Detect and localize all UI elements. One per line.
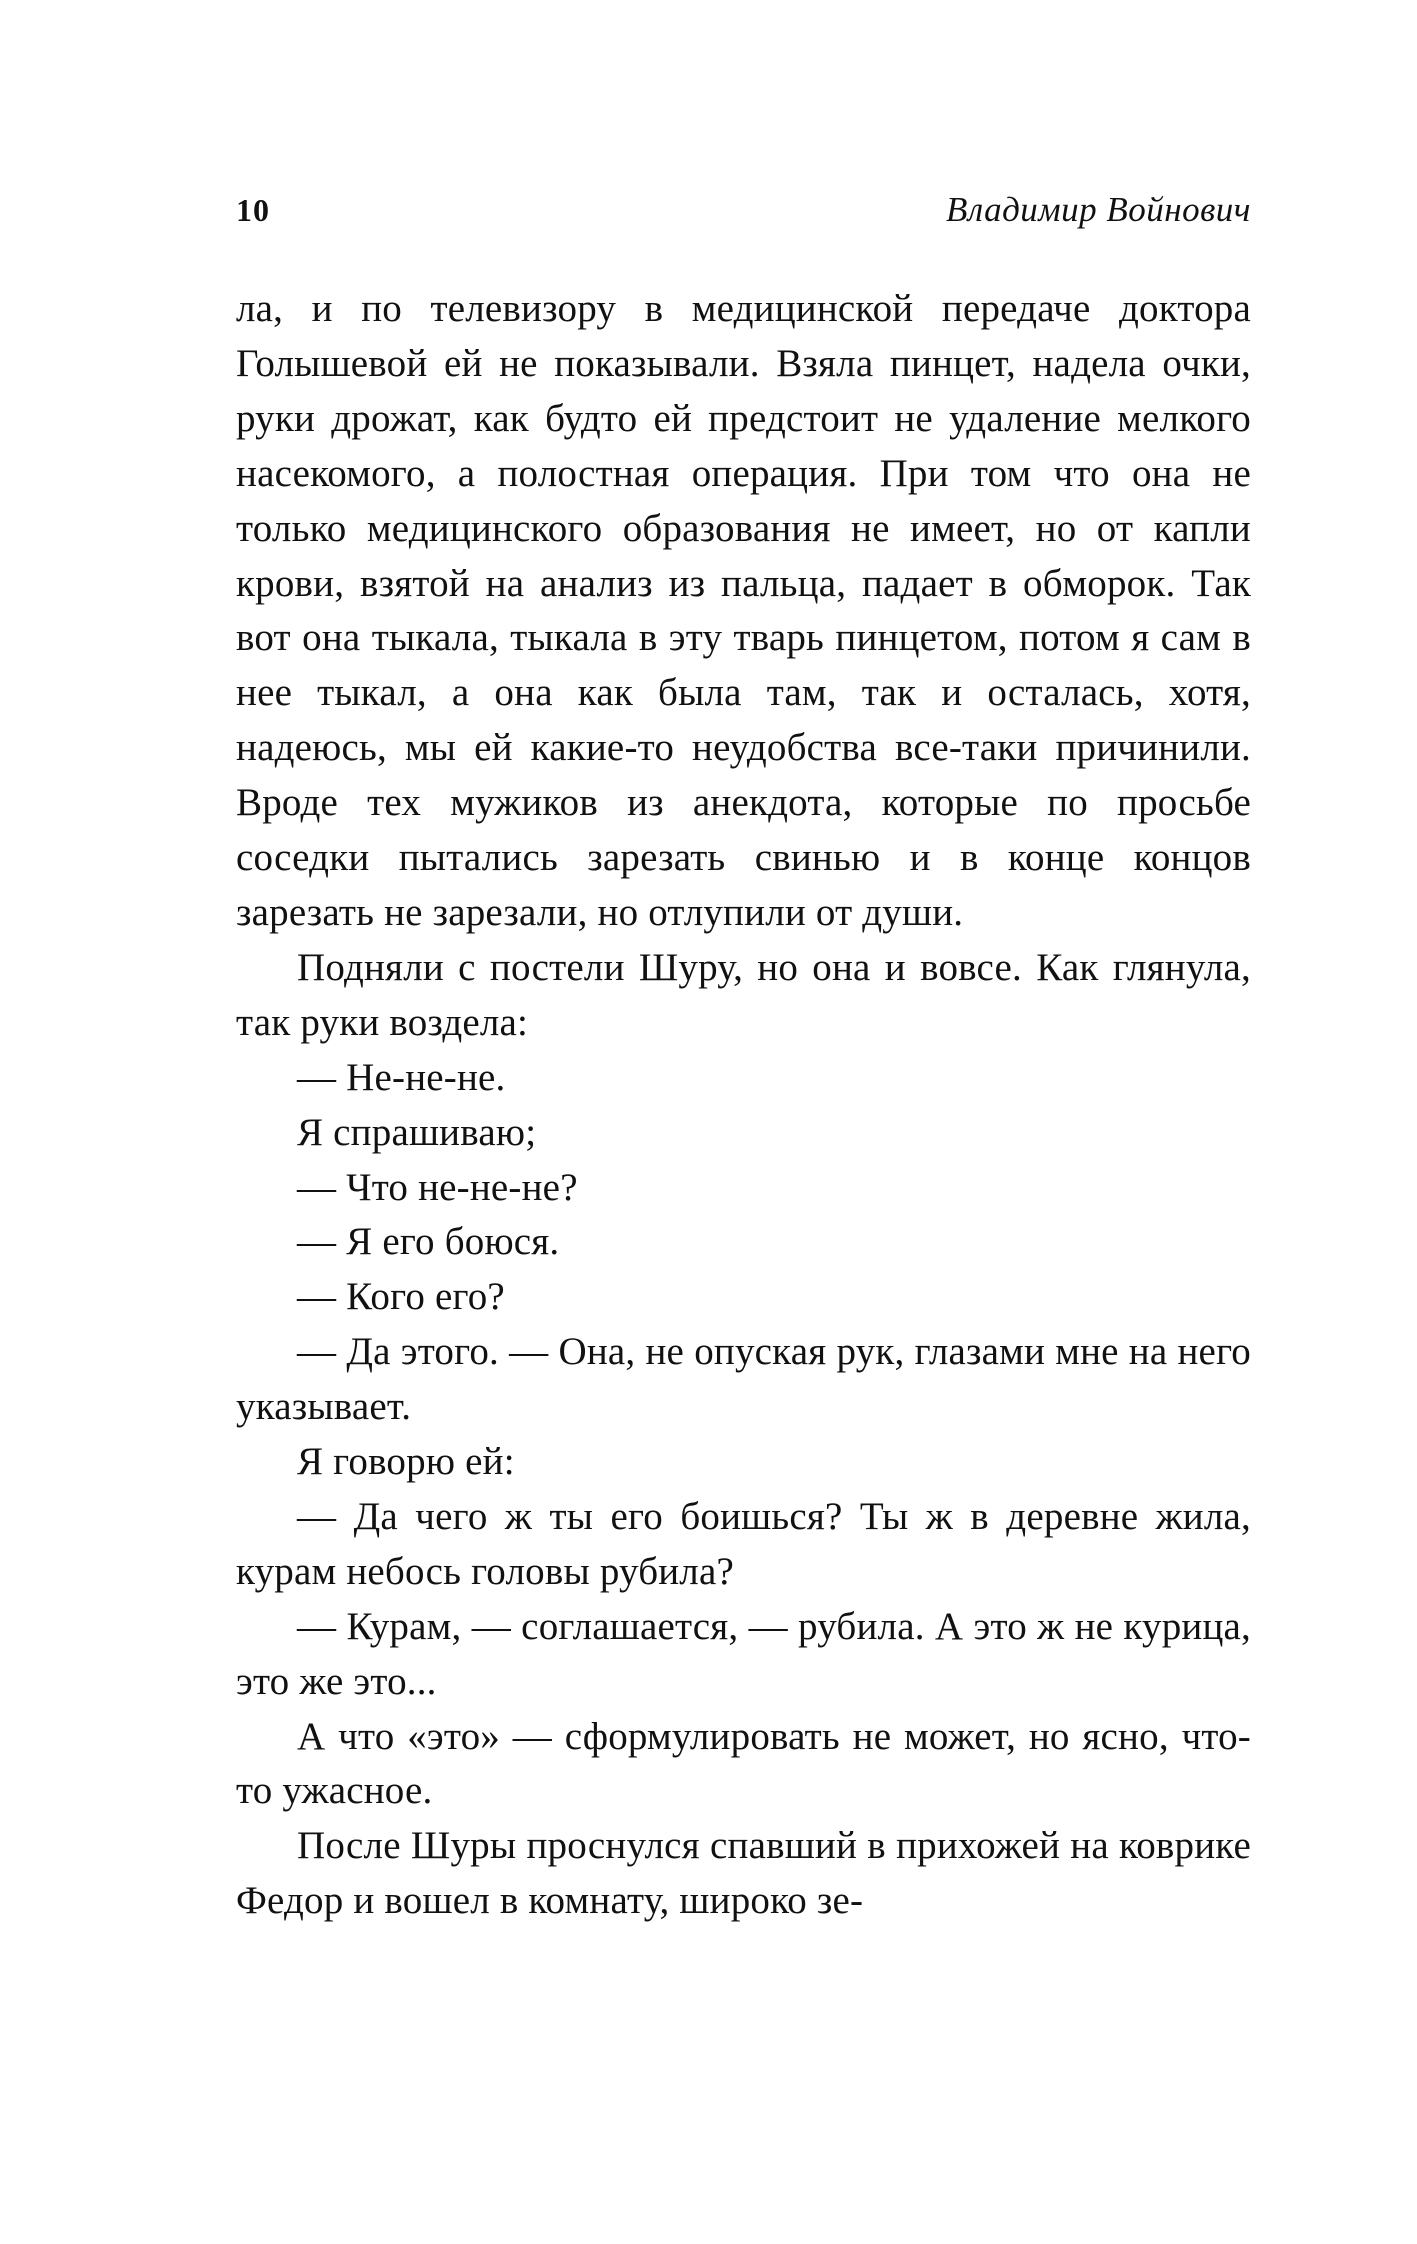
paragraph: После Шуры проснулся спавший в прихожей на коврике Федор и вошел в комнату, широко зе- bbox=[236, 1824, 1251, 1923]
dialogue-line: — Кого его? bbox=[297, 1275, 505, 1319]
dialogue-line: — Что не-не-не? bbox=[297, 1165, 578, 1209]
dialogue-line: — Не-не-не. bbox=[297, 1055, 506, 1099]
dialogue-line: — Да чего ж ты его боишься? Ты ж в деревне жила, курам небось головы рубила? bbox=[236, 1494, 1251, 1593]
running-head-author: Владимир Войнович bbox=[946, 190, 1251, 229]
paragraph: А что «это» — сформулировать не может, но ясно, что-то ужасное. bbox=[236, 1714, 1251, 1813]
paragraph: Я говорю ей: bbox=[297, 1440, 515, 1484]
paragraph: ла, и по телевизору в медицинской передаче доктора Голышевой ей не показывали. Взяла пинцет, надела очки, руки дрожат, как будто ей предстоит не удаление мелкого насекомого, а полостная операция. При том что она не только медицинского образования не имеет, но от капли крови, взятой на анализ из пальца, падает в обморок. Так вот она тыкала, тыкала в эту тварь пинцетом, потом я сам в нее тыкал, а она как была там, так и осталась, хотя, надеюсь, мы ей какие-то неудобства все-таки причинили. Вроде тех мужиков из анекдота, которые по просьбе соседки пытались зарезать свинью и в конце концов зарезать не зарезали, но отлупили от души. bbox=[236, 287, 1251, 934]
dialogue-line: — Курам, — соглашается, — рубила. А это ж не курица, это же это... bbox=[236, 1604, 1251, 1703]
paragraph: Я спрашиваю; bbox=[297, 1110, 537, 1154]
page-header bbox=[236, 190, 1251, 240]
paragraph: Подняли с постели Шуру, но она и вовсе. Как глянула, так руки воздела: bbox=[236, 945, 1251, 1044]
dialogue-line: — Да этого. — Она, не опуская рук, глазами мне на него указывает. bbox=[236, 1330, 1251, 1429]
page-number: 10 bbox=[236, 192, 270, 228]
body-text bbox=[236, 282, 1251, 1929]
dialogue-line: — Я его боюся. bbox=[297, 1220, 560, 1264]
